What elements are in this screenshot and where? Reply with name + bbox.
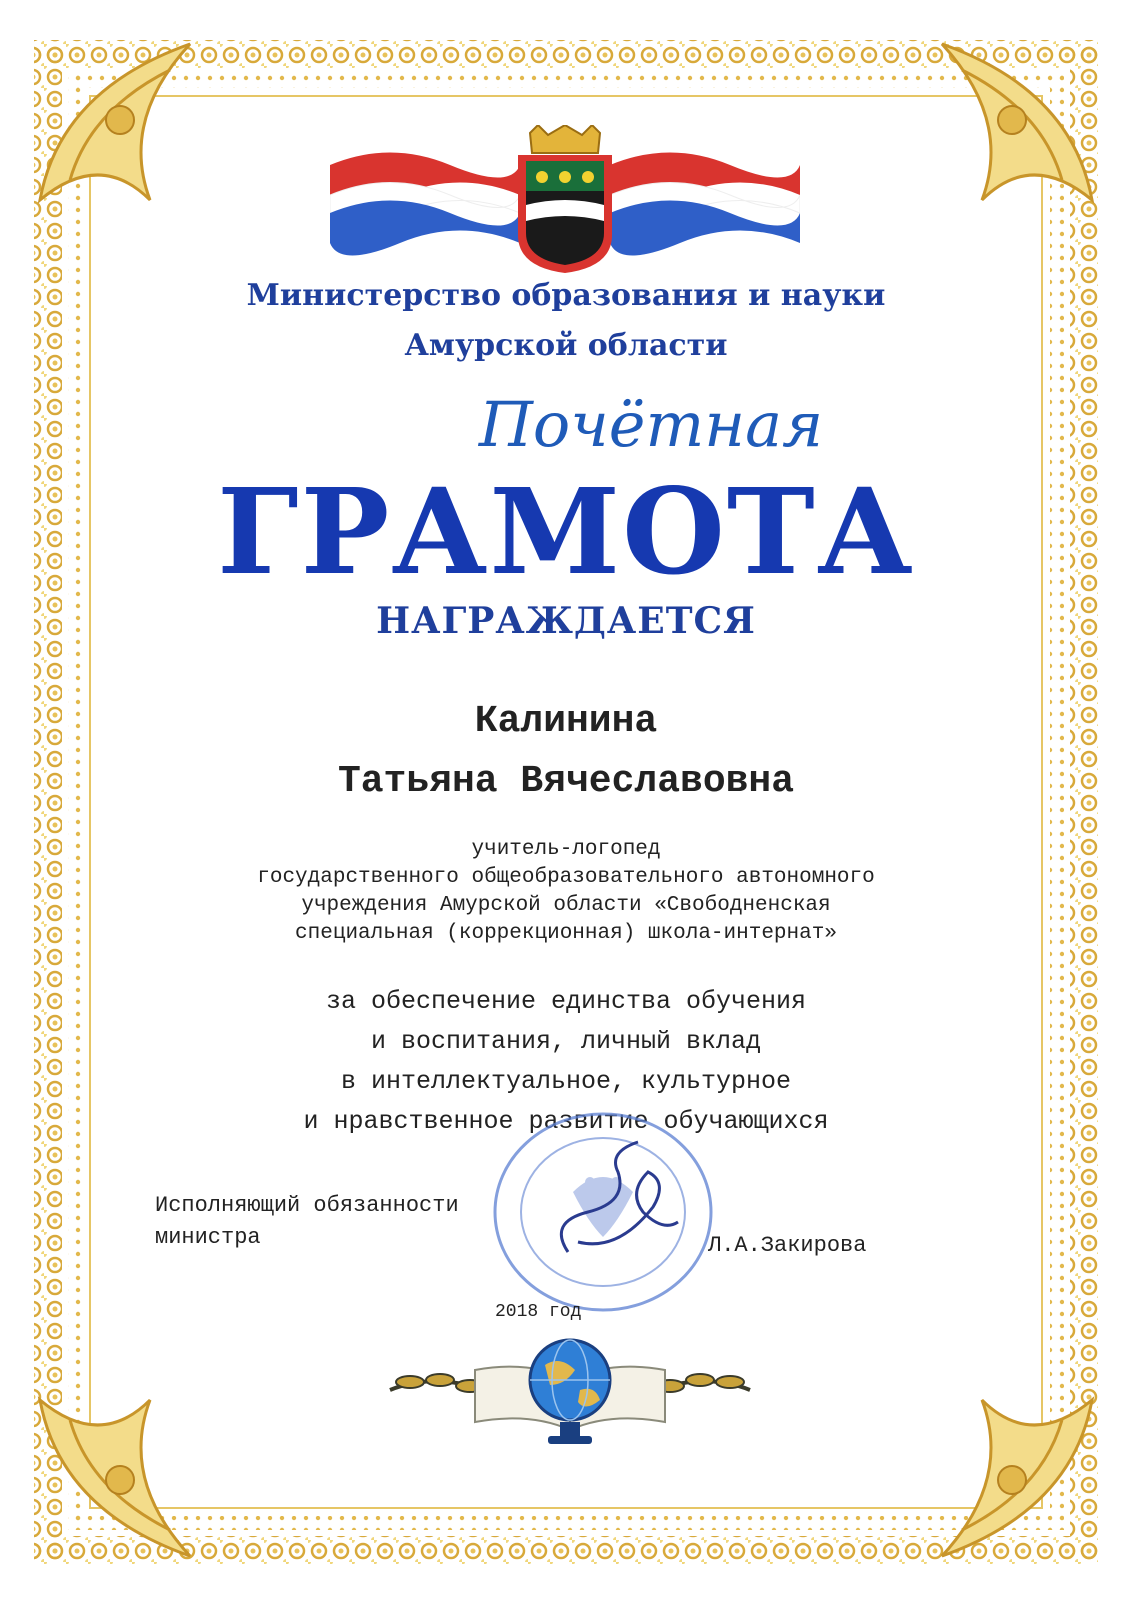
flag-ribbon-left — [330, 153, 520, 256]
signatory-name: Л.А.Закирова — [708, 1233, 867, 1258]
recipient-position — [0, 836, 1132, 948]
globe-book-emblem — [380, 1330, 760, 1460]
reason-line: и воспитания, личный вклад — [370, 1027, 762, 1056]
coat-of-arms — [518, 125, 612, 273]
globe-icon — [530, 1340, 610, 1444]
official-stamp — [478, 1102, 728, 1322]
reason-line: в интеллектуальное, культурное — [340, 1067, 792, 1096]
awarded-heading: НАГРАЖДАЕТСЯ — [376, 600, 756, 642]
signatory-title-line1: Исполняющий обязанности — [155, 1193, 459, 1218]
reason-line: и нравственное развитие обучающихся — [303, 1107, 829, 1136]
position-line: государственного общеобразовательного автономного — [257, 866, 875, 889]
corner-ornament-bottom-right — [942, 1400, 1092, 1556]
title-script: Почётная — [478, 388, 824, 461]
position-line: учреждения Амурской области «Свободненская — [301, 894, 831, 917]
position-line: учитель-логопед — [471, 838, 661, 861]
ministry-name-line2: Амурской области — [404, 328, 728, 363]
flag-ribbon-right — [610, 153, 800, 256]
reason-line: за обеспечение единства обучения — [325, 987, 807, 1016]
signatory-title-line2: министра — [155, 1225, 261, 1250]
position-line: специальная (коррекционная) школа-интернат» — [295, 922, 837, 945]
corner-ornament-bottom-left — [40, 1400, 190, 1556]
recipient-given-names: Татьяна Вячеславовна — [337, 760, 795, 803]
flag-coat-of-arms-emblem — [330, 125, 800, 275]
ministry-name-line1: Министерство образования и науки — [246, 278, 886, 313]
issue-year: 2018 год — [495, 1302, 582, 1322]
recipient-surname: Калинина — [474, 700, 658, 743]
signatory-title — [155, 1190, 459, 1254]
title-main: ГРАМОТА — [217, 462, 915, 601]
